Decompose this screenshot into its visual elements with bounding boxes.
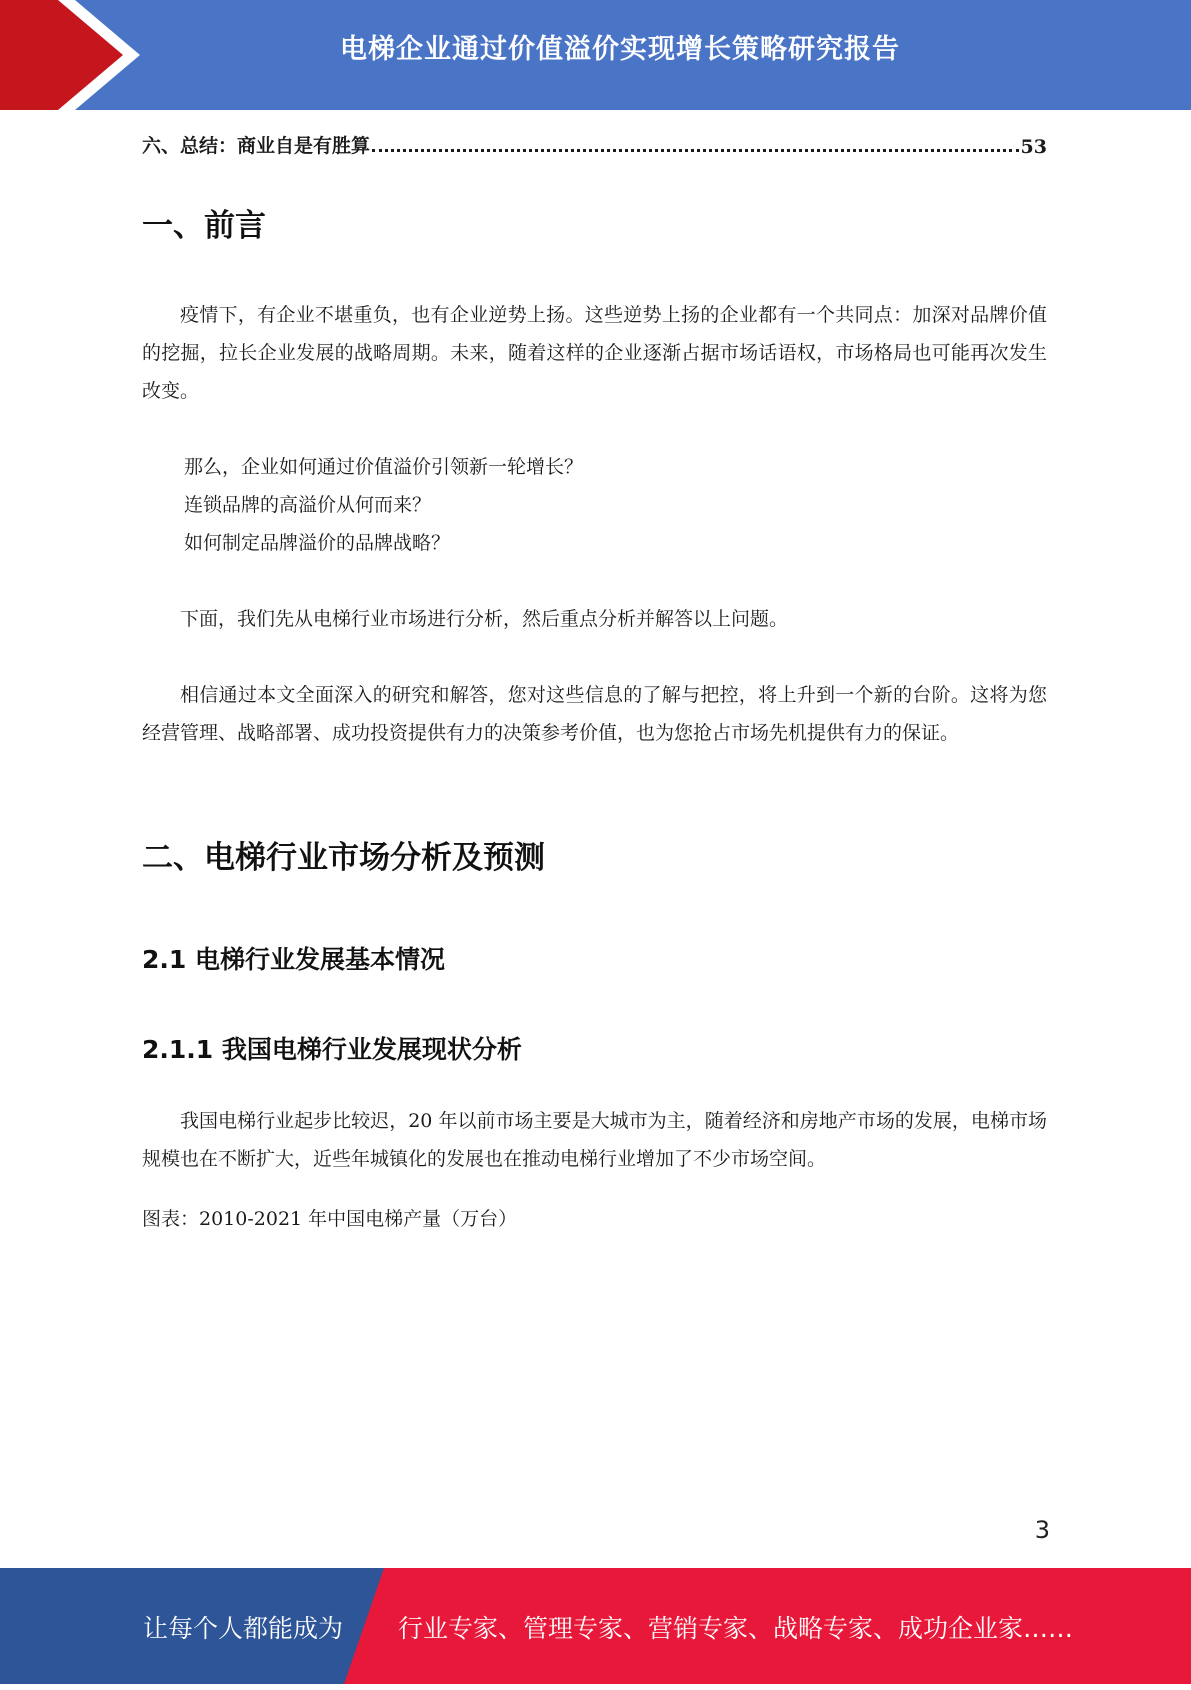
question-item: 连锁品牌的高溢价从何而来？ [184,494,432,516]
preface-paragraph-1: 疫情下，有企业不堪重负，也有企业逆势上扬。这些逆势上扬的企业都有一个共同点：加深对品牌价值的挖掘，拉长企业发展的战略周期。未来，随着这样的企业逐渐占据市场话语权，市场格局也可能再次发生改变。 [142,304,1047,402]
page-header [0,0,1191,110]
page-footer [0,1568,1191,1684]
report-title: 电梯企业通过价值溢价实现增长策略研究报告 [340,34,900,65]
question-list [184,448,583,562]
preface-paragraph-3: 相信通过本文全面深入的研究和解答，您对这些信息的了解与把控，将上升到一个新的台阶。这将为您经营管理、战略部署、成功投资提供有力的决策参考价值，也为您抢占市场先机提供有力的保证。 [142,684,1047,744]
subsubsection-heading: 2.1.1 我国电梯行业发展现状分析 [142,1035,522,1064]
section-heading-preface: 一、前言 [142,208,266,244]
footer-roles: 行业专家、管理专家、营销专家、战略专家、成功企业家…… [398,1614,1074,1643]
preface-paragraph-2: 下面，我们先从电梯行业市场进行分析，然后重点分析并解答以上问题。 [180,608,789,630]
toc-entry-page: 53 [1020,136,1047,158]
subsection-heading: 2.1 电梯行业发展基本情况 [142,945,445,974]
toc-entry[interactable] [142,130,1047,158]
toc-entry-label: 六、总结：商业自是有胜算 [142,135,371,157]
figure-caption: 图表：2010-2021 年中国电梯产量（万台） [142,1208,518,1230]
section-heading-market: 二、电梯行业市场分析及预测 [142,840,545,876]
page-number: 3 [1034,1516,1050,1544]
toc-leader-dots [372,149,1019,152]
market-paragraph-1: 我国电梯行业起步比较迟，20 年以前市场主要是大城市为主，随着经济和房地产市场的发展，电梯市场规模也在不断扩大，近些年城镇化的发展也在推动电梯行业增加了不少市场空间。 [142,1110,1047,1170]
question-item: 如何制定品牌溢价的品牌战略？ [184,532,451,554]
footer-slogan: 让每个人都能成为 [143,1614,344,1643]
question-item: 那么，企业如何通过价值溢价引领新一轮增长？ [184,456,584,478]
